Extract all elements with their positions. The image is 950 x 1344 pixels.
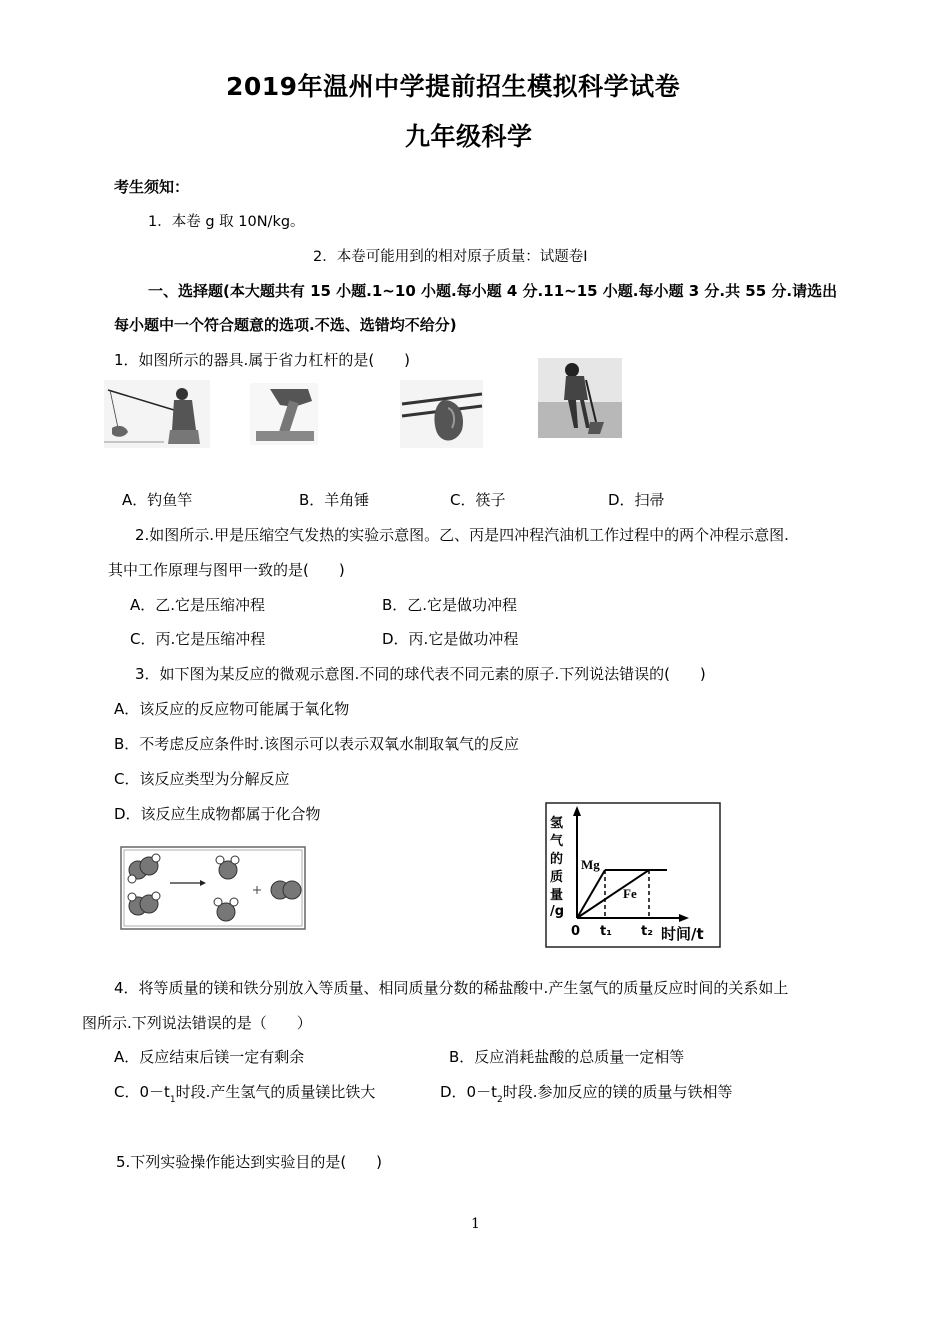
hydrogen-mass-graph — [545, 802, 721, 948]
graph-fe-label: Fe — [623, 886, 637, 901]
section-heading-line2: 每小题中一个符合题意的选项.不选、选错均不给分) — [114, 316, 457, 334]
q4-option-d-sub: 2 — [496, 1095, 503, 1105]
chopsticks-image — [400, 380, 483, 448]
graph-ylabel-1: 氢 — [550, 816, 564, 831]
page-number: 1 — [471, 1216, 480, 1232]
q2-option-c: C．丙.它是压缩冲程 — [130, 630, 266, 648]
section-heading-line1: 一、选择题(本大题共有 15 小题.1~10 小题.每小题 4 分.11~15 小题.每小题 3 分.共 55 分.请选出 — [148, 282, 838, 300]
q4-option-d — [440, 1081, 733, 1105]
q4-stem-line2: 图所示.下列说法错误的是（ ） — [82, 1014, 312, 1032]
q1-option-b: B．羊角锤 — [299, 491, 370, 509]
notice-heading: 考生须知： — [114, 178, 190, 196]
q4-option-c — [114, 1081, 376, 1105]
graph-origin-label: 0 — [571, 924, 581, 939]
q3-stem: 3．如下图为某反应的微观示意图.不同的球代表不同元素的原子.下列说法错误的( ) — [135, 665, 706, 683]
q3-option-d: D．该反应生成物都属于化合物 — [114, 805, 321, 823]
fishing-rod-image — [104, 380, 210, 448]
q4-option-b: B．反应消耗盐酸的总质量一定相等 — [449, 1048, 685, 1066]
q3-option-a: A．该反应的反应物可能属于氧化物 — [114, 700, 350, 718]
q1-stem: 1．如图所示的器具.属于省力杠杆的是( ) — [114, 351, 411, 369]
q4-option-c-pre: C．0－t — [114, 1083, 170, 1101]
q3-option-b: B．不考虑反应条件时.该图示可以表示双氧水制取氧气的反应 — [114, 735, 520, 753]
q4-option-c-post: 时段.产生氢气的质量镁比铁大 — [175, 1083, 376, 1101]
q1-option-c: C．筷子 — [450, 491, 506, 509]
graph-mg-label: Mg — [581, 857, 600, 872]
q5-stem: 5.下列实验操作能达到实验目的是( ) — [116, 1153, 383, 1171]
q1-option-a: A．钓鱼竿 — [122, 491, 193, 509]
q2-stem-line1: 2.如图所示.甲是压缩空气发热的实验示意图。乙、丙是四冲程汽油机工作过程中的两个冲程示意图. — [135, 526, 789, 544]
page-title: 2019年温州中学提前招生模拟科学试卷 — [226, 72, 681, 101]
q2-option-d: D．丙.它是做功冲程 — [382, 630, 519, 648]
q4-option-d-pre: D．0－t — [440, 1083, 497, 1101]
graph-ylabel-2: 气 — [550, 834, 564, 849]
q4-option-d-post: 时段.参加反应的镁的质量与铁相等 — [502, 1083, 733, 1101]
notice-item-1: 1．本卷 g 取 10N/kg。 — [148, 214, 305, 230]
q2-option-a: A．乙.它是压缩冲程 — [130, 596, 266, 614]
q4-stem-line1: 4．将等质量的镁和铁分别放入等质量、相同质量分数的稀盐酸中.产生氢气的质量反应时间的关系如上 — [114, 979, 789, 997]
reaction-diagram — [120, 846, 306, 930]
broom-image — [538, 358, 622, 438]
q4-option-a: A．反应结束后镁一定有剩余 — [114, 1048, 305, 1066]
claw-hammer-image — [250, 383, 318, 445]
q3-option-c: C．该反应类型为分解反应 — [114, 770, 290, 788]
graph-ylabel-3: 的 — [550, 852, 564, 867]
q2-option-b: B．乙.它是做功冲程 — [382, 596, 518, 614]
q1-option-d: D．扫帚 — [608, 491, 665, 509]
graph-ylabel-4: 质 — [550, 870, 564, 885]
graph-xlabel: 时间/t — [661, 925, 704, 943]
graph-t2-label: t₂ — [641, 924, 653, 939]
page-subtitle: 九年级科学 — [405, 122, 533, 151]
notice-item-2: 2．本卷可能用到的相对原子质量：试题卷Ⅰ — [313, 249, 588, 265]
q2-stem-line2: 其中工作原理与图甲一致的是( ) — [108, 561, 345, 579]
graph-ylabel-5: 量 — [550, 888, 564, 903]
graph-t1-label: t₁ — [600, 924, 612, 939]
graph-ylabel-6: /g — [550, 904, 565, 919]
q4-option-c-sub: 1 — [169, 1095, 176, 1105]
